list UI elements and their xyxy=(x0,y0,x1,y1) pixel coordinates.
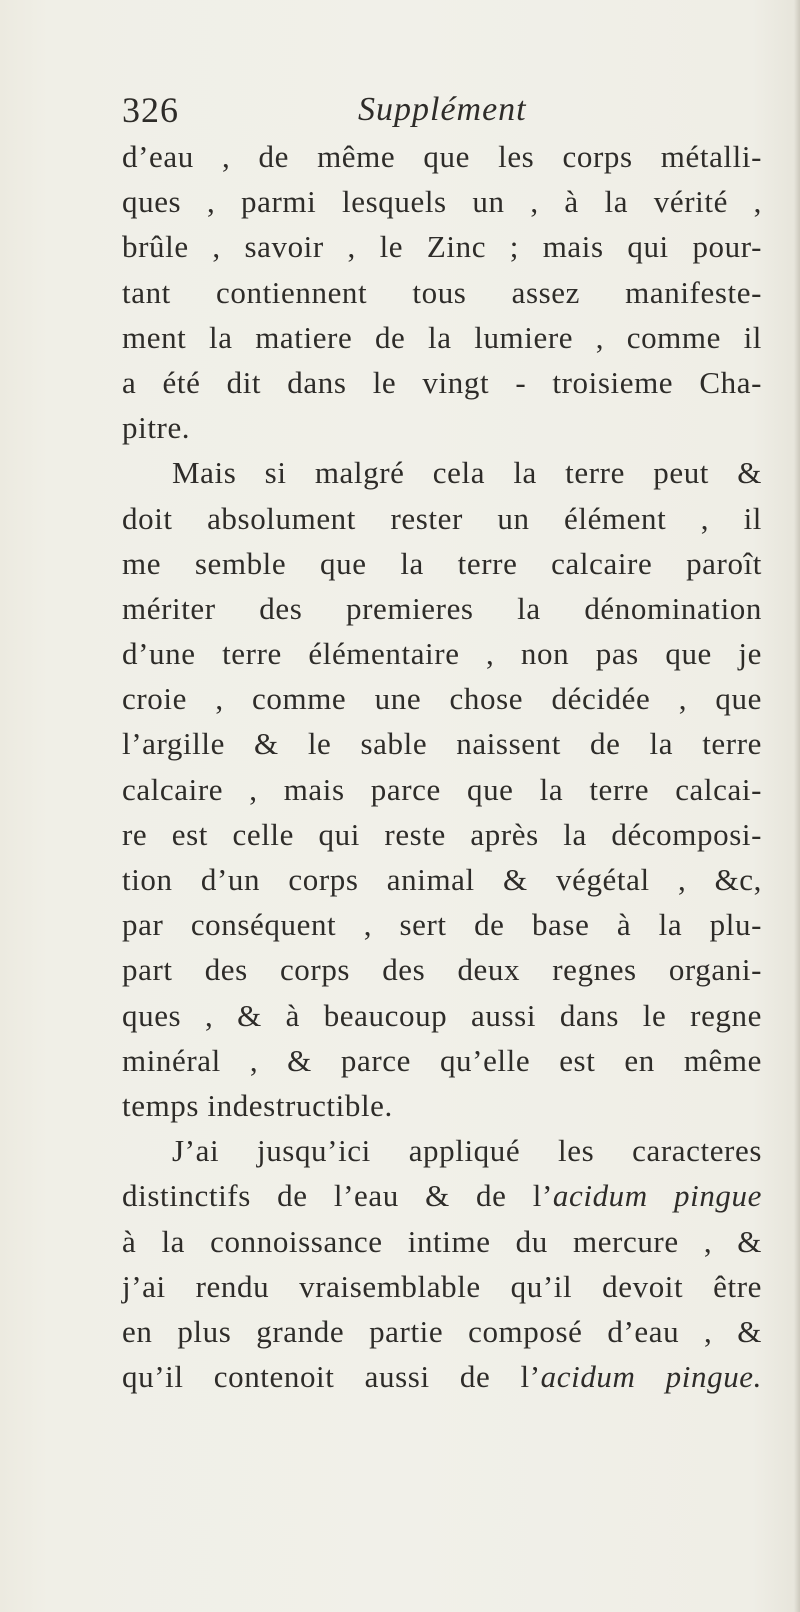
text-line: d’une terre élémentaire , non pas que je xyxy=(122,636,762,672)
text-line: part des corps des deux regnes organi- xyxy=(122,952,762,988)
text-line: temps indestructible. xyxy=(122,1087,393,1123)
line-text: distinctifs de l’eau & de l’ xyxy=(122,1178,553,1214)
paragraph-1 xyxy=(122,134,762,450)
italic-term: acidum pingue xyxy=(552,1178,762,1214)
text-line: me semble que la terre calcaire paroît xyxy=(122,545,762,581)
page-edge-shadow xyxy=(794,0,800,1612)
text-line: j’ai rendu vraisemblable qu’il devoit être xyxy=(122,1268,762,1304)
running-head xyxy=(122,88,762,132)
text-line xyxy=(122,1354,762,1399)
paragraph-3 xyxy=(122,1128,762,1399)
text-line: ment la matiere de la lumiere , comme il xyxy=(122,319,762,355)
text-line: tant contiennent tous assez manifeste- xyxy=(122,274,762,310)
text-line: à la connoissance intime du mercure , & xyxy=(122,1223,762,1259)
text-line: a été dit dans le vingt - troisieme Cha- xyxy=(122,364,762,400)
text-line: croie , comme une chose décidée , que xyxy=(122,681,762,717)
running-title: Supplément xyxy=(358,91,527,128)
text-line: pitre. xyxy=(122,410,191,446)
text-line: par conséquent , sert de base à la plu- xyxy=(122,907,762,943)
line-text: qu’il contenoit aussi de l’ xyxy=(122,1359,541,1395)
text-line: calcaire , mais parce que la terre calcai- xyxy=(122,771,762,807)
text-line: minéral , & parce qu’elle est en même xyxy=(122,1042,762,1078)
text-line: J’ai jusqu’ici appliqué les caracteres xyxy=(172,1133,762,1169)
text-line: ques , & à beaucoup aussi dans le regne xyxy=(122,997,762,1033)
italic-term: acidum pingue. xyxy=(540,1359,763,1395)
text-line: d’eau , de même que les corps métalli- xyxy=(122,139,762,174)
text-line: tion d’un corps animal & végétal , &c, xyxy=(122,862,762,897)
text-line: doit absolument rester un élément , il xyxy=(122,500,762,536)
page-number: 326 xyxy=(122,90,179,130)
text-line: re est celle qui reste après la décomposi- xyxy=(122,816,762,852)
text-line: brûle , savoir , le Zinc ; mais qui pour- xyxy=(122,229,762,265)
text-line: en plus grande partie composé d’eau , & xyxy=(122,1313,762,1349)
text-line xyxy=(122,1173,762,1218)
text-line: ques , parmi lesquels un , à la vérité , xyxy=(122,184,762,220)
body-text xyxy=(122,134,762,1399)
paragraph-2 xyxy=(122,450,762,1128)
text-line: mériter des premieres la dénomination xyxy=(122,590,762,626)
text-line: l’argille & le sable naissent de la terre xyxy=(122,726,762,762)
text-line: Mais si malgré cela la terre peut & xyxy=(172,455,762,491)
